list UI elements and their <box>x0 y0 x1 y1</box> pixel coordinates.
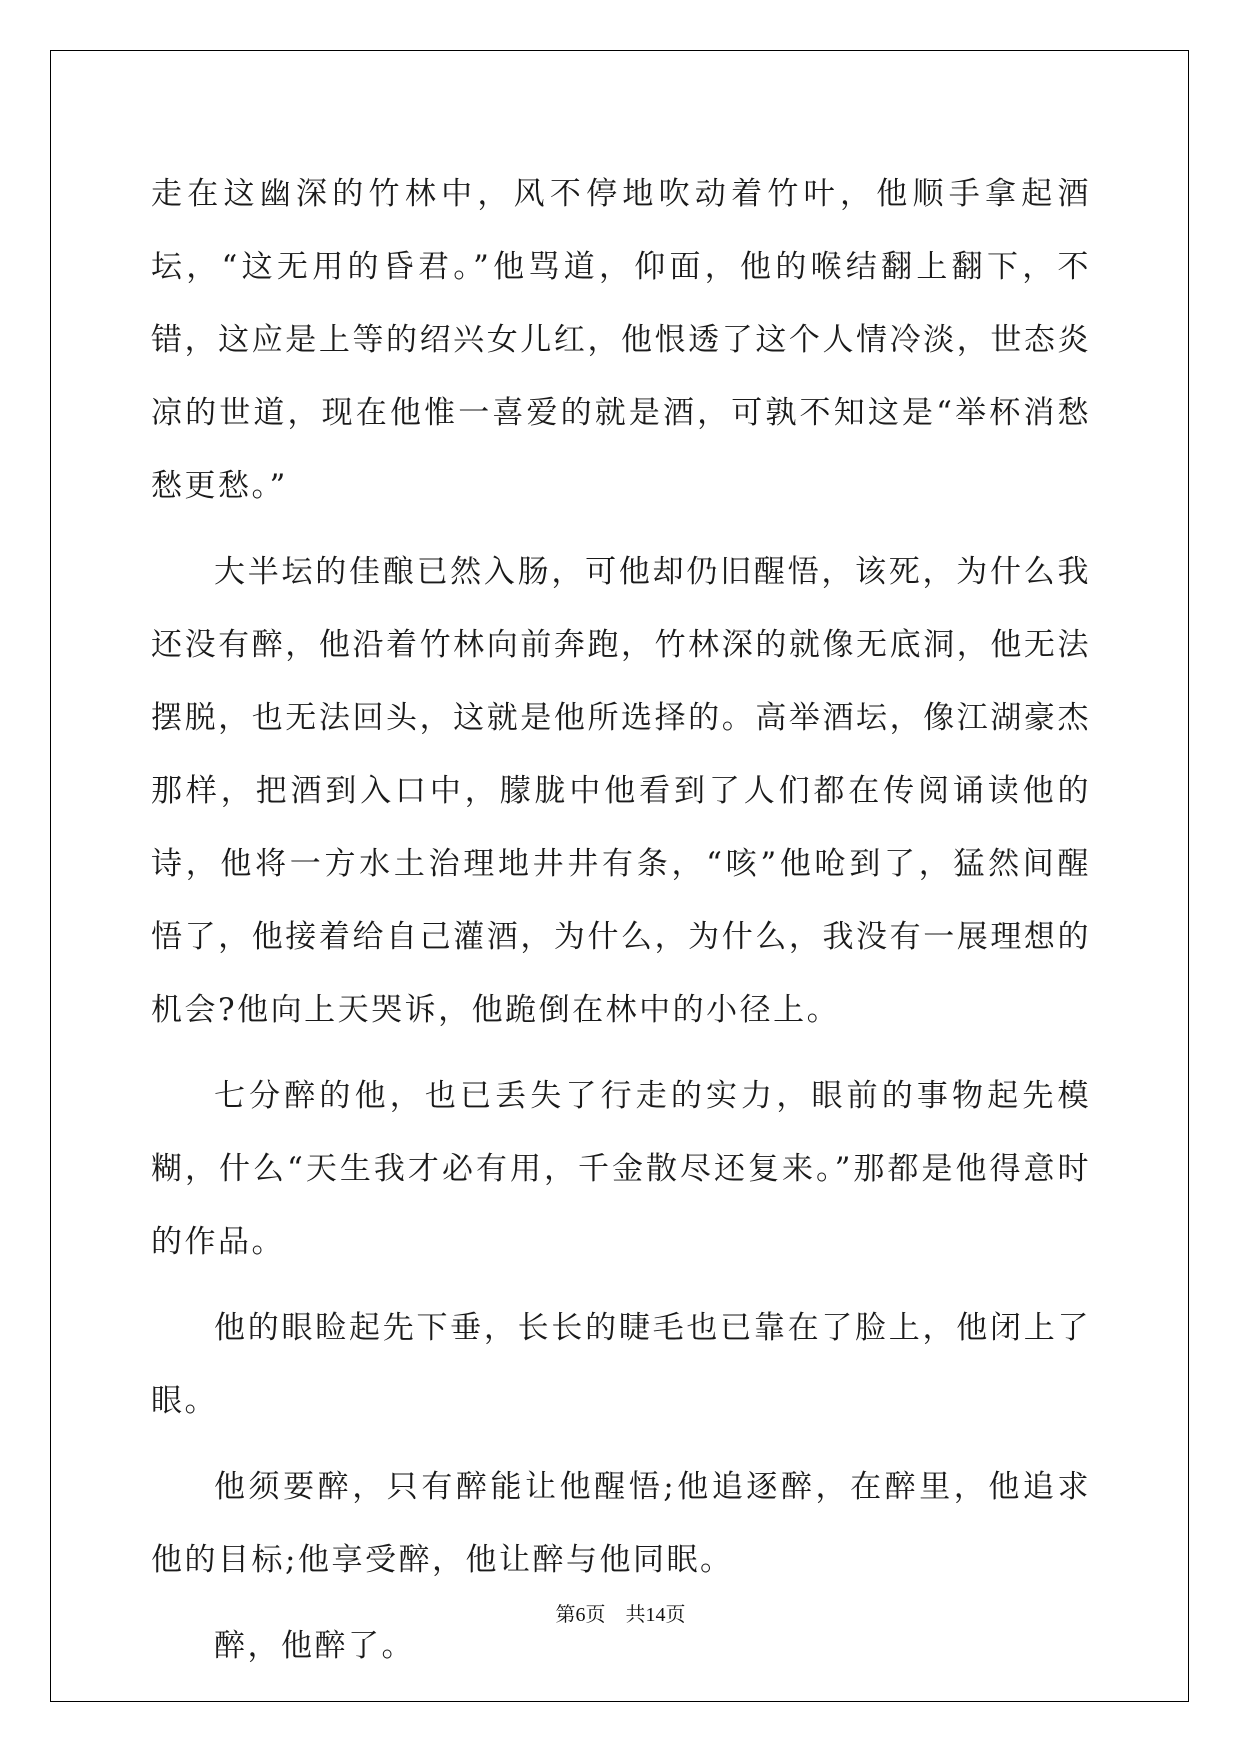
paragraph-2: 大半坛的佳酿已然入肠，可他却仍旧醒悟，该死，为什么我还没有醉，他沿着竹林向前奔跑，竹林深的就像无底洞，他无法摆脱，也无法回头，这就是他所选择的。高举酒坛，像江湖豪杰那样，把酒到入口中，朦胧中他看到了人们都在传阅诵读他的诗，他将一方水土治理地井井有条，“咳”他呛到了，猛然间醒悟了，他接着给自己灌酒，为什么，为什么，我没有一展理想的机会?他向上天哭诉，他跪倒在林中的小径上。 <box>151 554 1091 1028</box>
paragraph-3: 七分醉的他，也已丢失了行走的实力，眼前的事物起先模糊，什么“天生我才必有用，千金散尽还复来。”那都是他得意时的作品。 <box>151 1078 1091 1260</box>
paragraph-4: 他的眼睑起先下垂，长长的睫毛也已靠在了脸上，他闭上了眼。 <box>151 1310 1091 1419</box>
paragraph-5: 他须要醉，只有醉能让他醒悟;他追逐醉，在醉里，他追求他的目标;他享受醉，他让醉与他同眠。 <box>151 1469 1091 1578</box>
page-number: 第6页 <box>555 1604 606 1626</box>
page-total: 共14页 <box>625 1604 686 1626</box>
document-body <box>151 158 1091 1696</box>
paragraph-6: 醉，他醉了。 <box>214 1628 415 1664</box>
paragraph-1: 走在这幽深的竹林中，风不停地吹动着竹叶，他顺手拿起酒坛，“这无用的昏君。”他骂道，仰面，他的喉结翻上翻下，不错，这应是上等的绍兴女儿红，他恨透了这个人情冷淡，世态炎凉的世道，现在他惟一喜爱的就是酒，可孰不知这是“举杯消愁愁更愁。” <box>151 176 1091 504</box>
page-footer <box>0 1598 1241 1627</box>
